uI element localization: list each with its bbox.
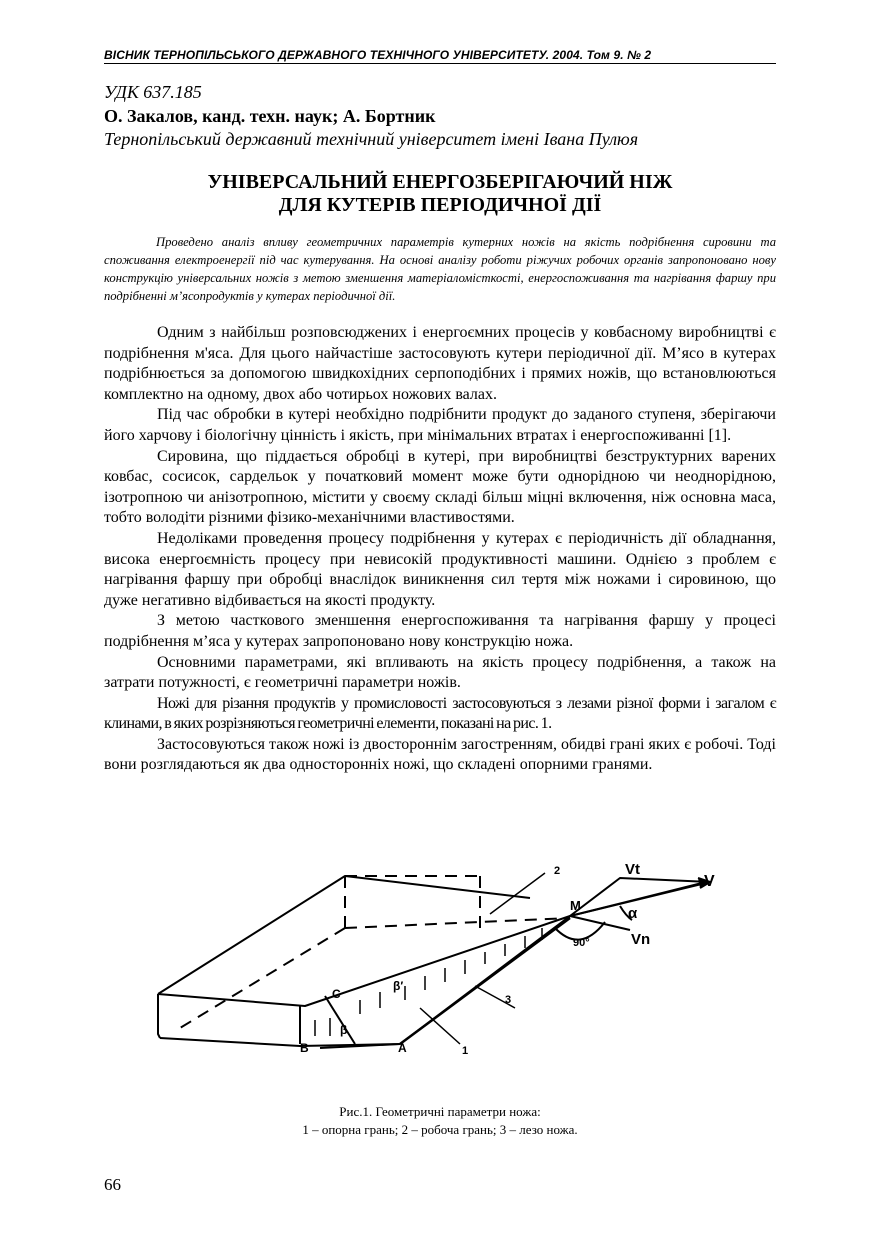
blade-front-bottom-edge — [160, 916, 570, 1046]
paragraph: Сировина, що піддається обробці в кутері, при виробництві безструктурних варених ковбас, сосисок, сардельок у початковий момент може бути однорідною чи неоднорідною, ізотропною чи анізотропною, містити у своєму складі більш міцні включення, ніж основна маса, тобто володіти різними фізико-механічними властивостями. — [104, 447, 776, 527]
velocity-vector-v — [570, 882, 706, 916]
paragraph: Застосовуються також ножі із двостороннім загостренням, обидві грані яких є робочі. Тоді вони розглядаються як два односторонніх ножі, що складені опорними гранями. — [104, 735, 776, 774]
paragraph: Недоліками проведення процесу подрібнення у кутерах є періодичність дії обладнання, висока енергоємність процесу при невисокій продуктивності машини. Однією з проблем є нагрівання фаршу при обробці внаслідок виникнення сил тертя між ножами і сировиною, що дуже негативно відбивається на якості продукту. — [104, 529, 776, 609]
body-text — [104, 323, 776, 776]
paragraph: Основними параметрами, які впливають на якість процесу подрібнення, а також на затрати потужності, є геометричні параметри ножів. — [104, 653, 776, 692]
page-number: 66 — [104, 1175, 121, 1194]
knife-geometry-figure — [150, 858, 730, 1058]
blade-top-back-edge — [158, 876, 530, 994]
paragraph: Одним з найбільш розповсюджених і енергоємних процесів у ковбасному виробництві є подрібнення м'яса. Для цього найчастіше застосовують кутери періодичної дії. М’ясо в кутерах подрібнюється за допомогою швидкохідних серпоподібних і прямих ножів, що встановлюються комплектно на одному, двох або чотирьох ножових валах. — [104, 324, 776, 403]
label-v: V — [704, 873, 715, 890]
paragraph: З метою часткового зменшення енергоспоживання та нагрівання фаршу у процесі подрібнення м’яса у кутерах запропоновано нову конструкцію ножа. — [104, 612, 776, 650]
blade-front-top-edge — [158, 916, 570, 1006]
label-beta: β — [340, 1023, 348, 1037]
blade-left-edge — [158, 994, 160, 1038]
article-title — [104, 171, 776, 217]
label-right-angle: 90° — [573, 937, 590, 949]
authors: О. Закалов, канд. техн. наук; А. Бортник — [104, 106, 436, 126]
label-b: B — [300, 1041, 309, 1055]
hidden-edge — [180, 928, 345, 1028]
paragraph: Під час обробки в кутері необхідно подрібнити продукт до заданого ступеня, зберігаючи його харчову і біологічну цінність і якість, при мінімальних втратах і енергоспоживанні [1]. — [104, 406, 776, 444]
label-alpha: α — [628, 905, 638, 922]
affiliation: Тернопільський державний технічний університет імені Івана Пулюя — [104, 129, 639, 149]
udk-code: УДК 637.185 — [104, 82, 202, 102]
label-vn: Vn — [631, 931, 651, 948]
abstract: Проведено аналіз впливу геометричних параметрів кутерних ножів на якість подрібнення сировини та споживання електроенергії під час кутерування. На основі аналізу роботи ріжучих робочих органів запропоновано нову конструкцію універсальних ножів з метою зменшення матеріаломісткості, енергоспоживання та нагрівання фаршу при подрібненні м’ясопродуктів у кутерах періодичної дії. — [104, 235, 776, 303]
caption-line: Рис.1. Геометричні параметри ножа: — [339, 1104, 541, 1119]
journal-header: ВІСНИК ТЕРНОПІЛЬСЬКОГО ДЕРЖАВНОГО ТЕХНІЧНОГО УНІВЕРСИТЕТУ. 2004. Том 9. № 2 — [104, 48, 776, 64]
figure-caption — [104, 1103, 776, 1139]
label-a: A — [398, 1041, 407, 1055]
title-line: ДЛЯ КУТЕРІВ ПЕРІОДИЧНОЇ ДІЇ — [278, 194, 602, 216]
label-3: 3 — [505, 994, 512, 1006]
label-1: 1 — [462, 1045, 469, 1057]
label-2: 2 — [554, 865, 561, 877]
label-vt: Vt — [625, 861, 640, 878]
knife-diagram — [150, 858, 730, 1058]
label-m: M — [570, 898, 581, 913]
caption-line: 1 – опорна грань; 2 – робоча грань; 3 – лезо ножа. — [302, 1122, 578, 1137]
paragraph: Ножі для різання продуктів у промисловості застосовуються з лезами різної форми і загалом є клинами, в яких розрізняються геометричні елементи, показані на рис. 1. — [104, 694, 776, 733]
label-beta-prime: β′ — [393, 979, 404, 993]
label-c: C — [332, 987, 341, 1001]
title-line: УНІВЕРСАЛЬНИЙ ЕНЕРГОЗБЕРІГАЮЧИЙ НІЖ — [207, 171, 673, 193]
